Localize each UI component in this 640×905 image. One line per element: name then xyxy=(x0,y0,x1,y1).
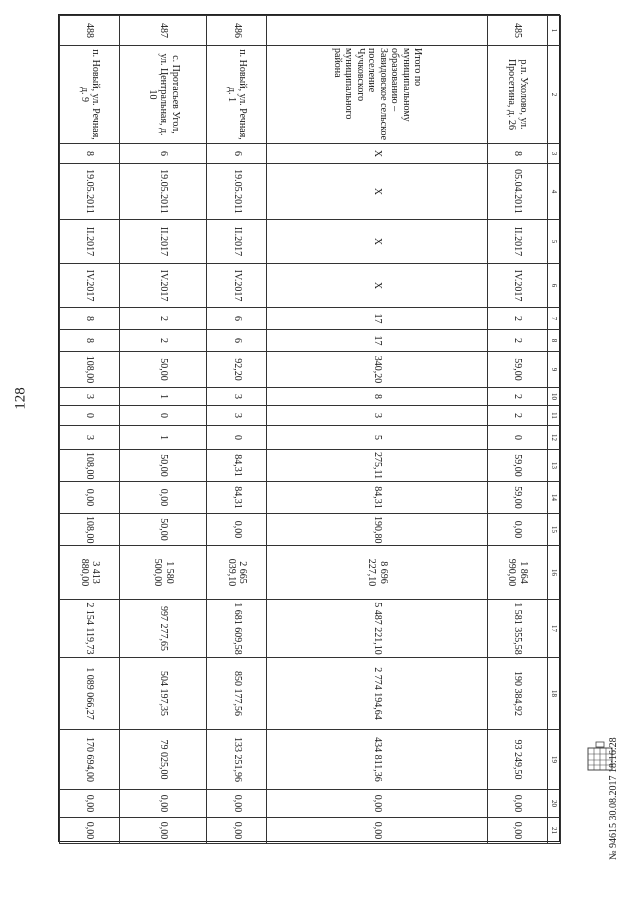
value-cell: 2 665 039,10 xyxy=(207,546,267,600)
value-cell: X xyxy=(267,220,487,264)
value-cell: 504 197,35 xyxy=(120,658,207,730)
row-number: 486 xyxy=(207,16,267,46)
value-cell: 0,00 xyxy=(60,482,120,514)
column-number: 6 xyxy=(548,264,561,308)
value-cell: 8 xyxy=(487,144,547,164)
value-cell: 2 xyxy=(487,388,547,406)
column-number: 5 xyxy=(548,220,561,264)
value-cell: 50,00 xyxy=(120,450,207,482)
column-number: 10 xyxy=(548,388,561,406)
table-row xyxy=(207,16,267,844)
value-cell: 6 xyxy=(207,144,267,164)
value-cell: 17 xyxy=(267,308,487,330)
value-cell: 59,00 xyxy=(487,482,547,514)
value-cell: 50,00 xyxy=(120,352,207,388)
value-cell: 2 xyxy=(487,330,547,352)
row-number: 485 xyxy=(487,16,547,46)
value-cell: 6 xyxy=(207,308,267,330)
value-cell: 0,00 xyxy=(60,790,120,818)
value-cell: 0,00 xyxy=(120,818,207,844)
value-cell: IV.2017 xyxy=(487,264,547,308)
value-cell: 0 xyxy=(120,406,207,426)
value-cell: 0,00 xyxy=(120,790,207,818)
value-cell: X xyxy=(267,144,487,164)
table-row xyxy=(60,16,120,844)
table-row xyxy=(487,16,547,844)
value-cell: 84,31 xyxy=(207,482,267,514)
column-number: 12 xyxy=(548,426,561,450)
value-cell: 6 xyxy=(120,144,207,164)
value-cell: 275,11 xyxy=(267,450,487,482)
row-number: 488 xyxy=(60,16,120,46)
column-number: 11 xyxy=(548,406,561,426)
column-number: 18 xyxy=(548,658,561,730)
column-number: 4 xyxy=(548,164,561,220)
column-number: 1 xyxy=(548,16,561,46)
row-number: 487 xyxy=(120,16,207,46)
value-cell: 19.05.2011 xyxy=(120,164,207,220)
value-cell: 2 154 119,73 xyxy=(60,600,120,658)
value-cell: 19.05.2011 xyxy=(60,164,120,220)
address-cell: п. Новый, ул. Речная, д. 9 xyxy=(60,46,120,144)
value-cell: 170 694,00 xyxy=(60,730,120,790)
value-cell: 50,00 xyxy=(120,514,207,546)
value-cell: 93 249,50 xyxy=(487,730,547,790)
value-cell: 0,00 xyxy=(487,818,547,844)
row-number xyxy=(267,16,487,46)
column-number: 15 xyxy=(548,514,561,546)
value-cell: 8 xyxy=(60,144,120,164)
value-cell: 0,00 xyxy=(267,818,487,844)
value-cell: 5 xyxy=(267,426,487,450)
value-cell: X xyxy=(267,264,487,308)
value-cell: 17 xyxy=(267,330,487,352)
column-number: 21 xyxy=(548,818,561,844)
value-cell: 108,00 xyxy=(60,352,120,388)
value-cell: 0 xyxy=(60,406,120,426)
housing-table xyxy=(58,14,560,842)
value-cell: 59,00 xyxy=(487,450,547,482)
value-cell: 05.04.2011 xyxy=(487,164,547,220)
value-cell: 1 864 990,00 xyxy=(487,546,547,600)
value-cell: 19.05.2011 xyxy=(207,164,267,220)
column-number: 14 xyxy=(548,482,561,514)
table-row xyxy=(120,16,207,844)
address-cell: Итого по муниципальному образованию – Завидовское сельское поселение Чучковского муниципального района xyxy=(267,46,487,144)
column-number: 19 xyxy=(548,730,561,790)
value-cell: 2 xyxy=(487,406,547,426)
value-cell: 108,00 xyxy=(60,450,120,482)
value-cell: IV.2017 xyxy=(207,264,267,308)
value-cell: 5 487 221,10 xyxy=(267,600,487,658)
value-cell: 0,00 xyxy=(487,514,547,546)
column-number: 17 xyxy=(548,600,561,658)
value-cell: 1 581 355,58 xyxy=(487,600,547,658)
value-cell: 1 089 066,27 xyxy=(60,658,120,730)
table-grid xyxy=(59,15,561,844)
value-cell: 79 025,00 xyxy=(120,730,207,790)
value-cell: 1 xyxy=(120,388,207,406)
column-number: 13 xyxy=(548,450,561,482)
address-cell: р.п. Ухолово, ул. Просетина, д. 26 xyxy=(487,46,547,144)
value-cell: 0,00 xyxy=(120,482,207,514)
value-cell: IV.2017 xyxy=(120,264,207,308)
value-cell: 3 xyxy=(267,406,487,426)
value-cell: 997 277,65 xyxy=(120,600,207,658)
value-cell: 434 811,36 xyxy=(267,730,487,790)
value-cell: 92,20 xyxy=(207,352,267,388)
value-cell: 0,00 xyxy=(207,790,267,818)
column-number-row xyxy=(548,16,561,844)
value-cell: 190 384,92 xyxy=(487,658,547,730)
value-cell: 8 xyxy=(267,388,487,406)
value-cell: 850 177,56 xyxy=(207,658,267,730)
value-cell: 84,31 xyxy=(267,482,487,514)
value-cell: IV.2017 xyxy=(60,264,120,308)
value-cell: 1 xyxy=(120,426,207,450)
column-number: 20 xyxy=(548,790,561,818)
column-number: 7 xyxy=(548,308,561,330)
column-number: 16 xyxy=(548,546,561,600)
value-cell: 0,00 xyxy=(207,818,267,844)
value-cell: 2 xyxy=(120,308,207,330)
value-cell: 3 xyxy=(60,388,120,406)
value-cell: 0,00 xyxy=(60,818,120,844)
value-cell: 8 xyxy=(60,330,120,352)
page-number: 128 xyxy=(12,387,29,410)
value-cell: 2 xyxy=(487,308,547,330)
value-cell: 2 xyxy=(120,330,207,352)
value-cell: 1 681 609,58 xyxy=(207,600,267,658)
value-cell: 108,00 xyxy=(60,514,120,546)
value-cell: 3 xyxy=(207,388,267,406)
address-cell: с. Протасьев Угол, ул. Центральная, д. 10 xyxy=(120,46,207,144)
value-cell: 8 xyxy=(60,308,120,330)
column-number: 8 xyxy=(548,330,561,352)
value-cell: X xyxy=(267,164,487,220)
value-cell: 0 xyxy=(487,426,547,450)
value-cell: 3 413 880,00 xyxy=(60,546,120,600)
value-cell: 0,00 xyxy=(487,790,547,818)
value-cell: II.2017 xyxy=(487,220,547,264)
value-cell: 8 696 227,10 xyxy=(267,546,487,600)
value-cell: 59,00 xyxy=(487,352,547,388)
value-cell: 340,20 xyxy=(267,352,487,388)
value-cell: II.2017 xyxy=(120,220,207,264)
value-cell: II.2017 xyxy=(60,220,120,264)
table-row xyxy=(267,16,487,844)
value-cell: 190,80 xyxy=(267,514,487,546)
value-cell: 2 774 194,64 xyxy=(267,658,487,730)
value-cell: 0,00 xyxy=(207,514,267,546)
value-cell: 3 xyxy=(207,406,267,426)
column-number: 3 xyxy=(548,144,561,164)
address-cell: п. Новый, ул. Речная, д. 1 xyxy=(207,46,267,144)
column-number: 2 xyxy=(548,46,561,144)
column-number: 9 xyxy=(548,352,561,388)
value-cell: 3 xyxy=(60,426,120,450)
value-cell: 6 xyxy=(207,330,267,352)
value-cell: 0,00 xyxy=(267,790,487,818)
value-cell: II.2017 xyxy=(207,220,267,264)
registration-number: № 94615 30.08.2017 18:16:28 xyxy=(608,737,619,860)
value-cell: 0 xyxy=(207,426,267,450)
value-cell: 133 251,96 xyxy=(207,730,267,790)
value-cell: 1 580 500,00 xyxy=(120,546,207,600)
value-cell: 84,31 xyxy=(207,450,267,482)
